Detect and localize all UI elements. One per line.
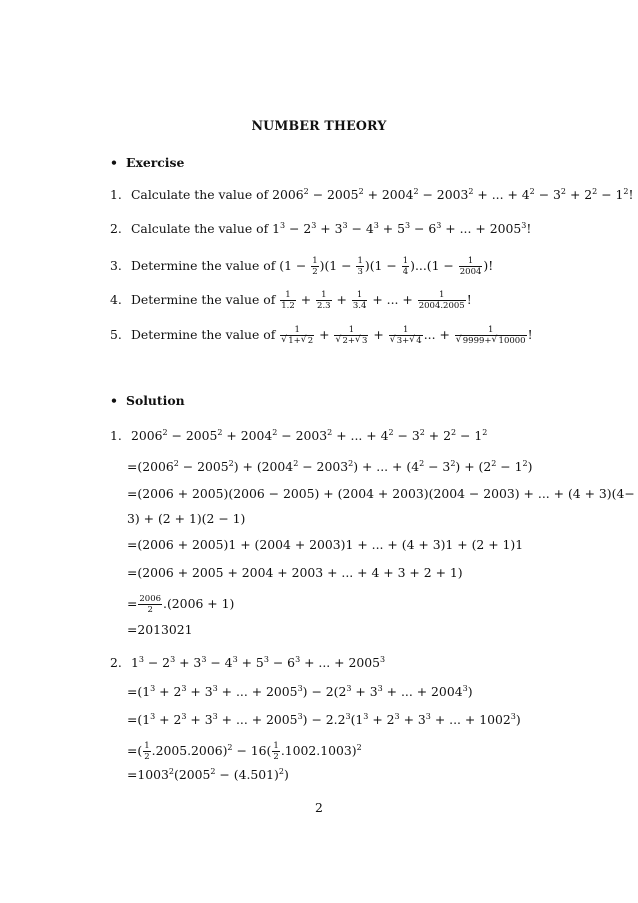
item-number: 1.	[110, 428, 122, 443]
exercise-item-1: 1. Calculate the value of $2006^2 - 2005^2 + 2004^2 - 2003^2$ + ... + $4^2 - 3^2 + 2^2 - 1^2$!	[110, 187, 634, 202]
exercise-item-4: 4. Determine the value of $\frac{1}{1.2}$ + $\frac{1}{2.3}$ + $\frac{1}{3.4}$ + ... + $\frac{1}{2004.2005}$ !	[110, 290, 472, 311]
item-number: 2.	[110, 221, 122, 236]
bullet-icon: •	[110, 155, 118, 170]
solution-2-line-1: 2. $1^3 - 2^3 + 3^3 - 4^3 + 5^3 - 6^3$ + ... + $2005^3$	[110, 655, 386, 670]
exercise-item-2: 2. Calculate the value of $1^3 - 2^3 + 3^3 - 4^3 + 5^3 - 6^3$ + ... + $2005^3$!	[110, 221, 532, 236]
item-number: 1.	[110, 187, 122, 202]
item-number: 5.	[110, 327, 122, 342]
solution-1-line-6: =(2006 + 2005 + 2004 + 2003 + ... + 4 + 3 + 2 + 1)	[127, 565, 463, 580]
item-text: Calculate the value of	[130, 187, 269, 202]
item-text: Determine the value of	[130, 258, 276, 273]
exercise-heading-text: Exercise	[126, 155, 185, 170]
solution-1-line-7: = $\frac{2006}{2}$ .(2006 + 1)	[127, 594, 235, 615]
item-text: Determine the value of	[130, 292, 276, 307]
exercise-heading	[110, 155, 184, 171]
item-number: 4.	[110, 292, 122, 307]
exercise-item-3: 3. Determine the value of (1 − $\frac{1}{2}$ )(1 − $\frac{1}{3}$ )(1 − $\frac{1}{4}$ )...(1 − $\frac{1}{2004}$ )!	[110, 256, 494, 277]
page-title: NUMBER THEORY	[251, 118, 387, 133]
solution-heading-text: Solution	[126, 393, 185, 408]
solution-1-result: =2013021	[127, 622, 193, 637]
item-text: Determine the value of	[130, 327, 276, 342]
solution-heading	[110, 393, 185, 409]
solution-2-line-5: $=1003^2(2005^2 - (4.501)^2)$	[127, 767, 289, 782]
page-number: 2	[315, 800, 323, 815]
solution-2-line-2: $=(1^3 + 2^3 + 3^3$ + ... + $2005^3) - 2(2^3 + 3^3$ + ... + $2004^3$)	[127, 684, 473, 699]
solution-1-line-1: 1. $2006^2 - 2005^2 + 2004^2 - 2003^2$ + ... + $4^2 - 3^2 + 2^2 - 1^2$	[110, 428, 488, 443]
solution-1-line-3: =(2006 + 2005)(2006 − 2005) + (2004 + 2003)(2004 − 2003) + ... + (4 + 3)(4−	[127, 486, 635, 501]
solution-2-line-3: $=(1^3 + 2^3 + 3^3$ + ... + $2005^3) - 2.2^3(1^3 + 2^3 + 3^3$ + ... + $1002^3$)	[127, 712, 521, 727]
solution-1-line-5: =(2006 + 2005)1 + (2004 + 2003)1 + ... + (4 + 3)1 + (2 + 1)1	[127, 537, 524, 552]
solution-1-line-4: 3) + (2 + 1)(2 − 1)	[127, 511, 246, 526]
solution-1-line-2: $=(2006^2 - 2005^2) + (2004^2 - 2003^2)$ + ... + $(4^2 - 3^2) + (2^2 - 1^2)$	[127, 459, 533, 474]
solution-2-line-4: =( $\frac{1}{2}$ .2005.2006)$^2$ − 16( $\frac{1}{2}$ .1002.1003)$^2$	[127, 741, 362, 762]
item-number: 2.	[110, 655, 122, 670]
item-number: 3.	[110, 258, 122, 273]
exercise-item-5: 5. Determine the value of 1 √ 1+√ 2 + 1 √ 2+√ 3 + 1 √ 3+√ 4 ... + 1 √ 9999+√ 10000 !	[110, 325, 533, 346]
item-text: Calculate the value of	[130, 221, 269, 236]
bullet-icon: •	[110, 393, 118, 408]
